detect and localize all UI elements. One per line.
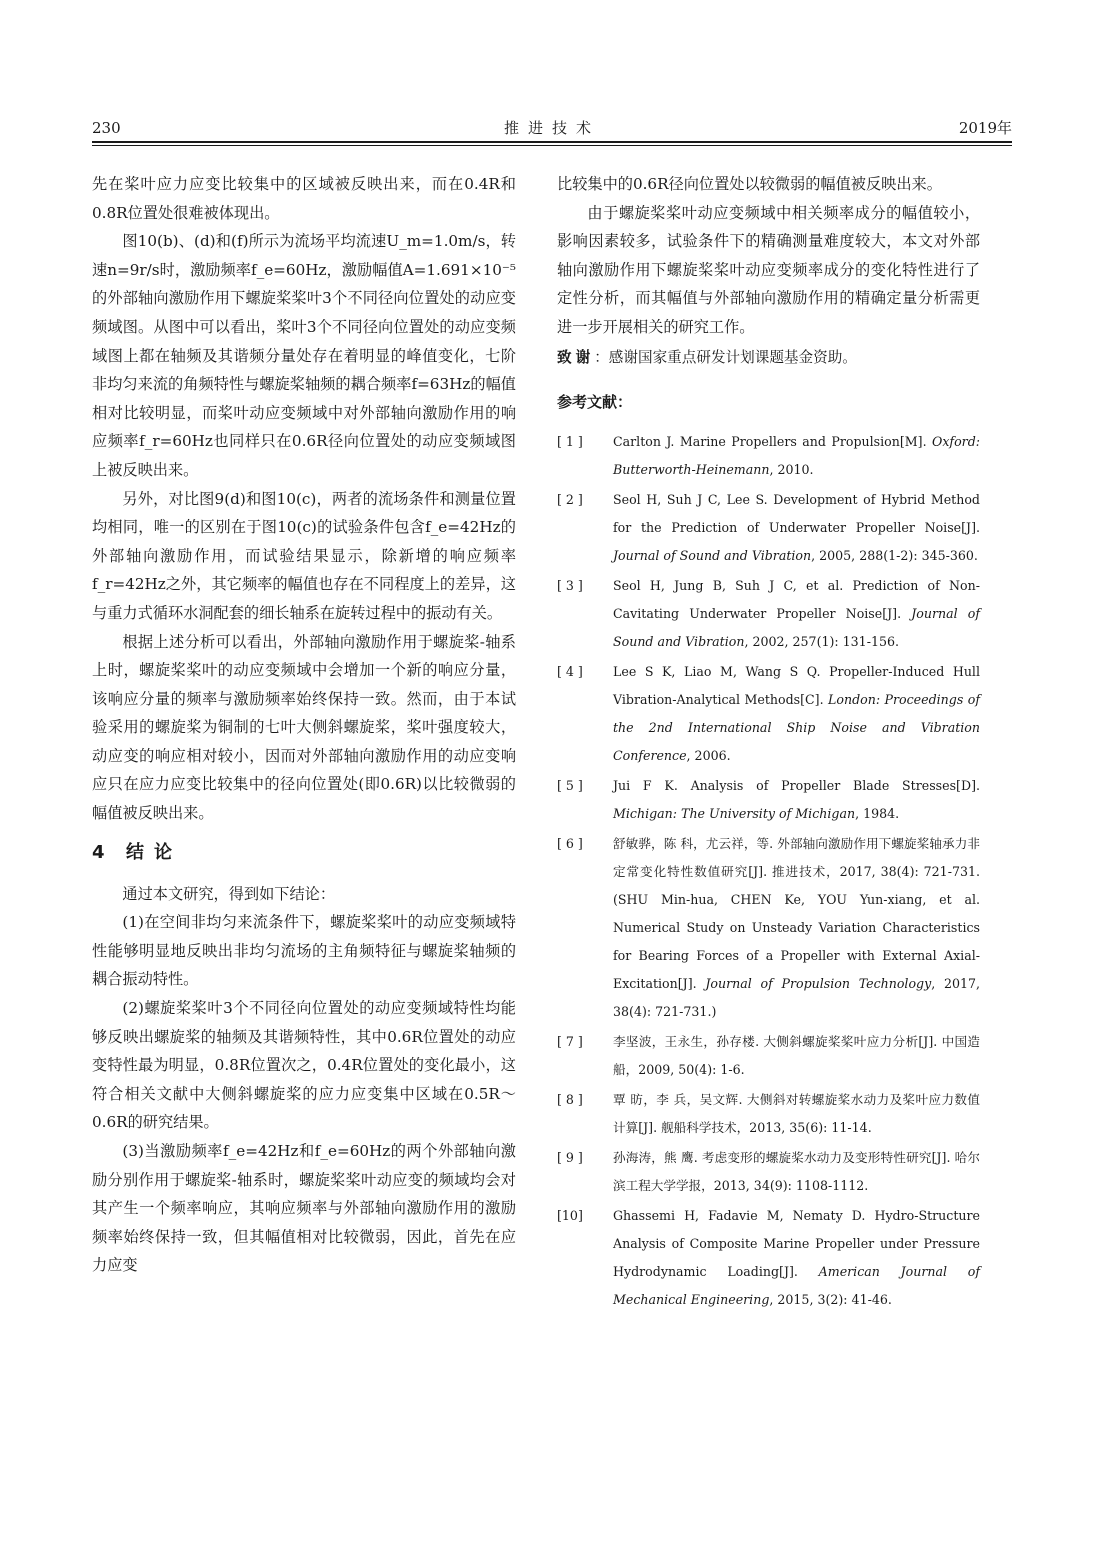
header-rule-thin: [92, 145, 1012, 146]
running-header: [92, 118, 1012, 140]
paragraph: 图10(b)、(d)和(f)所示为流场平均流速U_m=1.0m/s，转速n=9r/s时，激励频率f_e=60Hz，激励幅值A=1.691×10⁻⁵的外部轴向激励作用下螺旋桨桨叶3个不同径向位置处的动应变频域图。从图中可以看出，桨叶3个不同径向位置处的动应变频域图上都在轴频及其谐频分量处存在着明显的峰值变化，七阶非均匀来流的角频特性与螺旋桨轴频的耦合频率f=63Hz的幅值相对比较明显，而桨叶动应变频域中对外部轴向激励作用的响应频率f_r=60Hz也同样只在0.6R径向位置处的动应变频域图上被反映出来。: [92, 232, 516, 479]
reference-item: [557, 486, 980, 570]
header-rule: [92, 141, 1012, 143]
right-column: [557, 170, 980, 1316]
reference-source: Journal of Propulsion Technology: [705, 975, 932, 991]
reference-number: [ 1 ]: [557, 433, 583, 449]
paragraph: 另外，对比图9(d)和图10(c)，两者的流场条件和测量位置均相同，唯一的区别在于图10(c)的试验条件包含f_e=42Hz的外部轴向激励作用，而试验结果显示，除新增的响应频率f_r=42Hz之外，其它频率的幅值也存在不同程度上的差异，这与重力式循环水洞配套的细长轴系在旋转过程中的振动有关。: [92, 489, 516, 622]
conclusion-item: (1)在空间非均匀来流条件下，螺旋桨桨叶的动应变频域特性能够明显地反映出非均匀流场的主角频特征与螺旋桨轴频的耦合振动特性。: [92, 913, 516, 989]
conclusion-item: (3)当激励频率f_e=42Hz和f_e=60Hz的两个外部轴向激励分别作用于螺旋桨-轴系时，螺旋桨桨叶动应变的频域均会对其产生一个频率响应，其响应频率与外部轴向激励作用的激励频率始终保持一致，但其幅值相对比较微弱，因此，首先在应力应变: [92, 1142, 516, 1275]
reference-item: [557, 658, 980, 770]
section-title: 结论: [126, 841, 182, 863]
reference-item: [557, 830, 980, 1026]
reference-source: London: Proceedings of the 2nd International Ship Noise and Vibration Conference: [613, 691, 980, 763]
paragraph: 由于螺旋桨桨叶动应变频域中相关频率成分的幅值较小，影响因素较多，试验条件下的精确测量难度较大，本文对外部轴向激励作用下螺旋桨桨叶动应变频率成分的变化特性进行了定性分析，而其幅值与外部轴向激励作用的精确定量分析需更进一步开展相关的研究工作。: [557, 203, 980, 336]
reference-item: [557, 1086, 980, 1142]
reference-source: Journal of Sound and Vibration: [613, 547, 812, 563]
acknowledgement: [557, 344, 980, 372]
reference-number: [ 3 ]: [557, 577, 583, 593]
reference-tail: , 2006.: [686, 747, 731, 763]
reference-text: 孙海涛，熊 鹰. 考虑变形的螺旋桨水动力及变形特性研究[J]. 哈尔滨工程大学学报，2013, 34(9): 1108-1112.: [613, 1149, 980, 1193]
reference-item: [557, 772, 980, 828]
reference-item: [557, 1202, 980, 1314]
reference-text: Jui F K. Analysis of Propeller Blade Stresses[D].: [613, 777, 980, 793]
reference-number: [ 2 ]: [557, 491, 583, 507]
reference-item: [557, 1144, 980, 1200]
header-year: 2019年: [958, 119, 1012, 137]
reference-tail: , 1984.: [855, 805, 900, 821]
reference-list: [557, 428, 980, 1314]
paragraph: 比较集中的0.6R径向位置处以较微弱的幅值被反映出来。: [557, 175, 942, 193]
section-heading: [92, 838, 516, 868]
reference-item: [557, 572, 980, 656]
acknowledgement-label: 致谢: [557, 348, 595, 366]
reference-tail: , 2010.: [769, 461, 814, 477]
reference-text: Seol H, Suh J C, Lee S. Development of Hybrid Method for the Prediction of Underwater Propeller Noise[J].: [613, 491, 980, 535]
reference-tail: , 2002, 257(1): 131-156.: [744, 633, 899, 649]
reference-number: [ 9 ]: [557, 1149, 583, 1165]
section-number: 4: [92, 841, 105, 863]
reference-source: Oxford: Butterworth-Heinemann: [613, 433, 980, 477]
page-number: 230: [92, 119, 121, 137]
reference-number: [10]: [557, 1207, 583, 1223]
reference-item: [557, 428, 980, 484]
reference-text: 舒敏骅，陈 科，尤云祥，等. 外部轴向激励作用下螺旋桨轴承力非定常变化特性数值研究[J]. 推进技术，2017, 38(4): 721-731. (SHU Min-hua, CHEN Ke, YOU Yun-xiang, et al. Numerical Study on Unsteady Variation Characteristics for Bearing Forces of a Propeller with External Axial-Excitation[J].: [613, 835, 980, 991]
left-column: [92, 170, 516, 1280]
reference-number: [ 7 ]: [557, 1033, 583, 1049]
acknowledgement-text: ：感谢国家重点研发计划课题基金资助。: [594, 348, 857, 366]
reference-number: [ 8 ]: [557, 1091, 583, 1107]
reference-number: [ 4 ]: [557, 663, 583, 679]
reference-text: 李坚波，王永生，孙存楼. 大侧斜螺旋桨桨叶应力分析[J]. 中国造船，2009, 50(4): 1-6.: [613, 1033, 980, 1077]
conclusion-item: (2)螺旋桨桨叶3个不同径向位置处的动应变频域特性均能够反映出螺旋桨的轴频及其谐频特性，其中0.6R位置处的动应变特性最为明显，0.8R位置次之，0.4R位置处的变化最小，这符合相关文献中大侧斜螺旋桨的应力应变集中区域在0.5R～0.6R的研究结果。: [92, 999, 516, 1132]
references-heading: 参考文献：: [557, 392, 633, 411]
conclusion-intro: 通过本文研究，得到如下结论：: [122, 884, 336, 903]
reference-text: Carlton J. Marine Propellers and Propulsion[M].: [613, 433, 932, 449]
paragraph: 根据上述分析可以看出，外部轴向激励作用于螺旋桨-轴系上时，螺旋桨桨叶的动应变频域中会增加一个新的响应分量，该响应分量的频率与激励频率始终保持一致。然而，由于本试验采用的螺旋桨为铜制的七叶大侧斜螺旋桨，桨叶强度较大，动应变的响应相对较小，因而对外部轴向激励作用的动应变响应只在应力应变比较集中的径向位置处(即0.6R)以比较微弱的幅值被反映出来。: [92, 632, 516, 823]
reference-number: [ 6 ]: [557, 835, 583, 851]
reference-text: Ghassemi H, Fadavie M, Nematy D. Hydro-Structure Analysis of Composite Marine Propeller under Pressure Hydrodynamic Loading[J].: [613, 1207, 980, 1279]
reference-number: [ 5 ]: [557, 777, 583, 793]
journal-title: 推进技术: [503, 119, 600, 137]
reference-source: Journal of Sound and Vibration: [613, 605, 980, 649]
reference-tail: , 2015, 3(2): 41-46.: [769, 1291, 892, 1307]
reference-source: Michigan: The University of Michigan: [613, 805, 856, 821]
reference-text: Lee S K, Liao M, Wang S Q. Propeller-Induced Hull Vibration-Analytical Methods[C].: [613, 663, 980, 707]
reference-source: American Journal of Mechanical Engineering: [613, 1263, 980, 1307]
reference-text: Seol H, Jung B, Suh J C, et al. Prediction of Non-Cavitating Underwater Propeller Noise[J].: [613, 577, 980, 621]
reference-text: 覃 昉，李 兵，吴文辉. 大侧斜对转螺旋桨水动力及桨叶应力数值计算[J]. 舰船科学技术，2013, 35(6): 11-14.: [613, 1091, 980, 1135]
paragraph: 先在桨叶应力应变比较集中的区域被反映出来，而在0.4R和0.8R位置处很难被体现出。: [92, 175, 516, 222]
reference-item: [557, 1028, 980, 1084]
reference-tail: , 2005, 288(1-2): 345-360.: [811, 547, 978, 563]
reference-tail: , 2017, 38(4): 721-731.): [613, 975, 981, 1019]
